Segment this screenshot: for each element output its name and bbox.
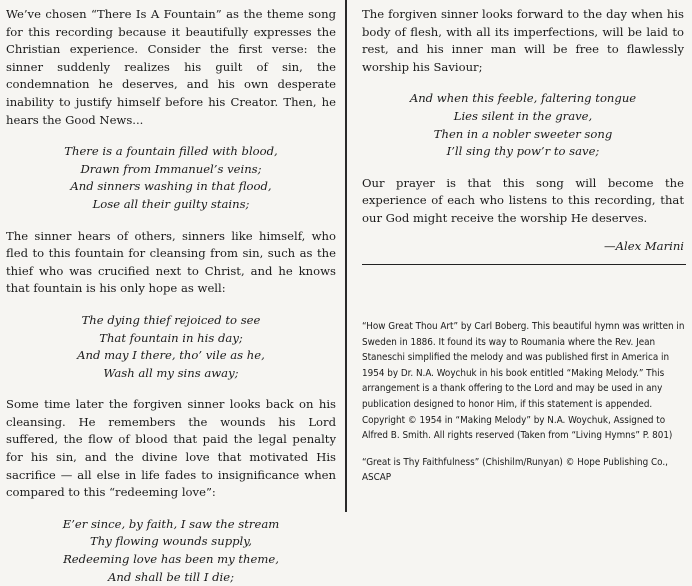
verse-line: The dying thief rejoiced to see [81, 312, 261, 327]
horizontal-rule [362, 264, 686, 265]
verse-2 [6, 312, 336, 382]
verse-line: Lies silent in the grave, [453, 108, 593, 123]
verse-line: And shall be till I die; [108, 569, 234, 584]
how-great-thou-art-credit: “How Great Thou Art” by Carl Boberg. This beautiful hymn was written in Sweden in 1886. It found its way to Roumania where the Rev. Jean Staneschi simplified the melody and was published first in America in 1954 by Dr. N.A. Woychuk in his book entitled “Making Melody.” This arrangement is a thank offering to the Lord and may be used in any publication designed to honor Him, if this statement is appended. Copyright © 1954 in “Making Melody” by N.A. Woychuk, Assigned to Alfred B. Smith. All rights reserved (Taken from “Living Hymns” P. 801) [362, 321, 685, 442]
right-column [362, 6, 684, 255]
forward-paragraph: The forgiven sinner looks forward to the day when his body of flesh, with all its imperfections, will be laid to rest, and his inner man will be free to flawlessly worship his Saviour; [362, 7, 684, 74]
column-divider [345, 0, 347, 512]
prayer-paragraph: Our prayer is that this song will become the experience of each who listens to this recording, that our God might receive the worship He deserves. [362, 175, 684, 225]
credits-block [362, 319, 686, 486]
thief-paragraph: The sinner hears of others, sinners like himself, who fled to this fountain for cleansing from sin, such as the thief who was crucified next to Christ, and he knows that fountain is his only hope as well: [6, 228, 336, 296]
verse-line: Thy flowing wounds supply, [90, 534, 252, 549]
verse-line: Drawn from Immanuel’s veins; [80, 161, 262, 176]
verse-line: Wash all my sins away; [103, 365, 239, 380]
verse-line: I’ll sing thy pow’r to save; [446, 144, 600, 159]
verse-line: And may I there, tho’ vile as he, [77, 348, 265, 363]
verse-line: That fountain in his day; [99, 330, 243, 345]
left-column [6, 6, 336, 586]
intro-paragraph: We’ve chosen “There Is A Fountain” as the theme song for this recording because it beautifully expresses the Christian experience. Consider the first verse: the sinner suddenly realizes his guilt of sin, the condemnation he deserves, and his own desperate inability to justify himself before his Creator. Then, he hears the Good News... [6, 7, 336, 127]
verse-line: E’er since, by faith, I saw the stream [62, 516, 280, 531]
redeeming-love-paragraph: Some time later the forgiven sinner looks back on his cleansing. He remembers the wounds his Lord suffered, the flow of blood that paid the legal penalty for his sin, and the divine love that motivated His sacrifice — all else in life fades to insignificance when compared to this “redeeming love”: [6, 397, 336, 500]
author-signature: —Alex Marini [604, 238, 684, 253]
verse-1 [6, 143, 336, 213]
verse-line: And sinners washing in that flood, [70, 179, 272, 194]
verse-line: Redeeming love has been my theme, [63, 552, 279, 567]
verse-4 [362, 90, 684, 160]
verse-line: Then in a nobler sweeter song [433, 126, 613, 141]
verse-3 [6, 516, 336, 586]
verse-line: There is a fountain filled with blood, [64, 144, 278, 159]
verse-line: And when this feeble, faltering tongue [409, 91, 637, 106]
great-is-thy-faithfulness-credit: “Great is Thy Faithfulness” (Chishilm/Runyan) © Hope Publishing Co., ASCAP [362, 456, 668, 484]
verse-line: Lose all their guilty stains; [92, 196, 250, 211]
